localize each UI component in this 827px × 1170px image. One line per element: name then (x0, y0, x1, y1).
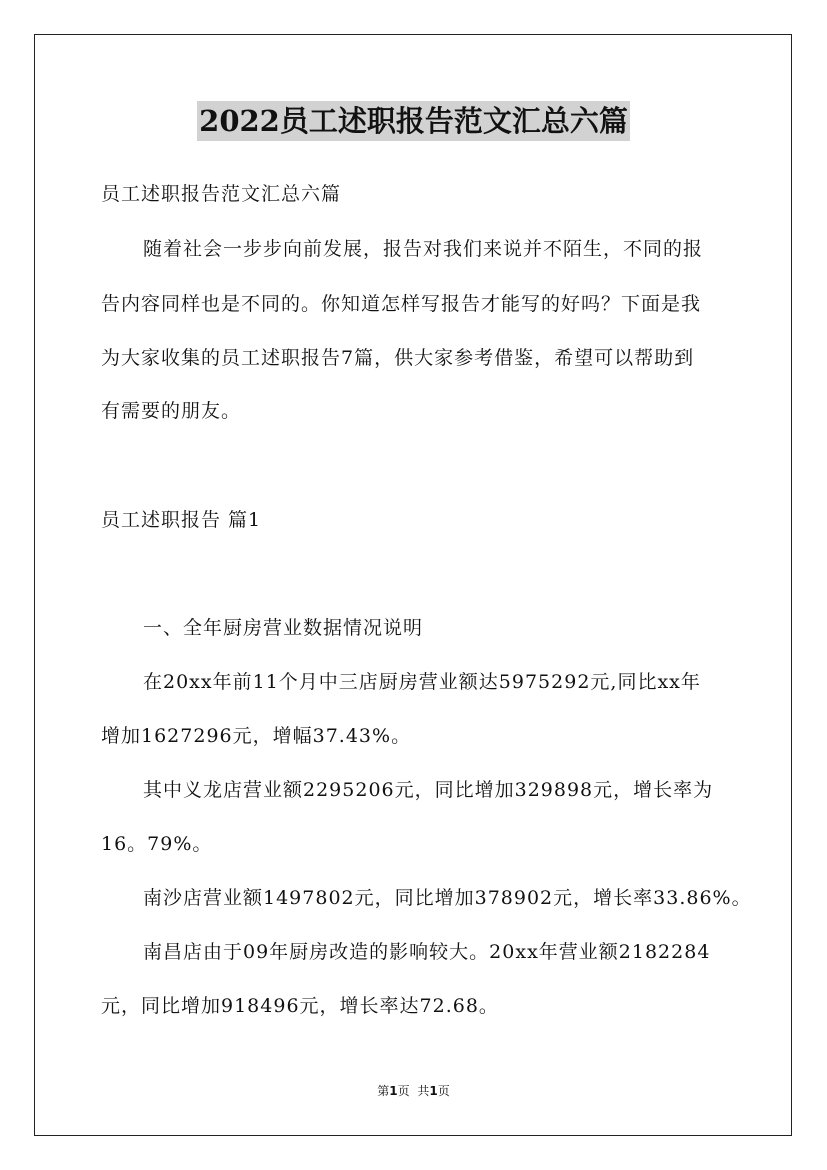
body-line-5: 南沙店营业额1497802元，同比增加378902元，增长率33.86%。 (143, 887, 752, 909)
footer-total-suffix: 页 (437, 1084, 450, 1098)
intro-line-1: 随着社会一步步向前发展，报告对我们来说并不陌生，不同的报 (143, 238, 704, 260)
section-heading: 员工述职报告 篇1 (101, 509, 262, 531)
document-subtitle: 员工述职报告范文汇总六篇 (101, 183, 342, 205)
footer-total-pages: 1 (429, 1084, 438, 1098)
title-container (0, 101, 827, 141)
body-line-3: 其中义龙店营业额2295206元，同比增加329898元，增长率为 (143, 779, 714, 801)
body-line-6: 南昌店由于09年厨房改造的影响较大。20xx年营业额2182284 (143, 941, 711, 963)
intro-line-4: 有需要的朋友。 (101, 400, 242, 422)
footer-total-prefix: 共 (417, 1084, 430, 1098)
body-line-1: 在20xx年前11个月中三店厨房营业额达5975292元,同比xx年 (143, 671, 701, 693)
page-footer (0, 1082, 827, 1100)
document-title: 2022员工述职报告范文汇总六篇 (197, 101, 630, 141)
intro-line-2: 告内容同样也是不同的。你知道怎样写报告才能写的好吗？下面是我 (101, 293, 702, 315)
body-line-4: 16。79%。 (101, 833, 213, 855)
subsection-heading: 一、全年厨房营业数据情况说明 (143, 617, 424, 639)
intro-line-3: 为大家收集的员工述职报告7篇，供大家参考借鉴，希望可以帮助到 (101, 347, 695, 369)
body-line-7: 元，同比增加918496元，增长率达72.68。 (101, 995, 499, 1017)
body-line-2: 增加1627296元，增幅37.43%。 (101, 725, 412, 747)
footer-prefix: 第 (377, 1084, 390, 1098)
footer-page-suffix: 页 (397, 1084, 410, 1098)
footer-page-number: 1 (389, 1084, 398, 1098)
